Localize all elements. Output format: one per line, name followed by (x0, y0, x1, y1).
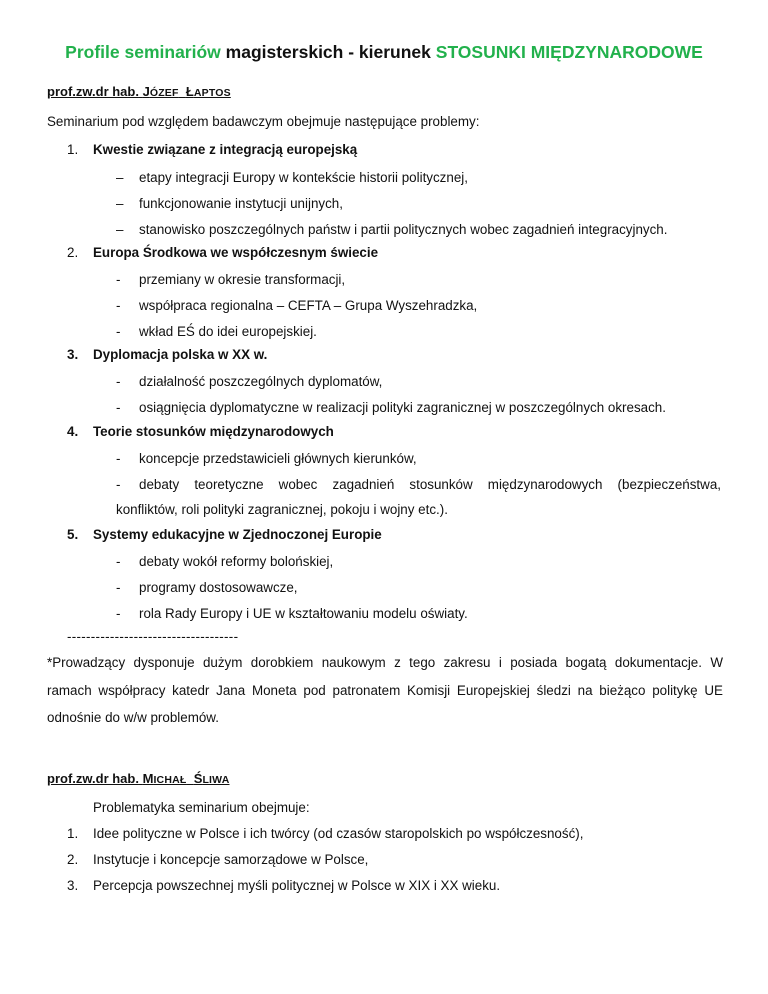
bullet-text: stanowisko poszczególnych państw i partii politycznych wobec zagadnień integracyjnych. (139, 222, 668, 237)
seminar-intro: Seminarium pod względem badawczym obejmuje następujące problemy: (47, 114, 480, 129)
dash-marker: – (116, 222, 124, 237)
bullet-text: etapy integracji Europy w kontekście historii politycznej, (139, 170, 468, 185)
item-number: 2. (67, 852, 79, 867)
topic-title: Kwestie związane z integracją europejską (93, 142, 358, 157)
note-line-1: *Prowadzący dysponuje dużym dorobkiem naukowym z tego zakresu i posiada bogatą dokumentacje. W (47, 655, 723, 670)
dash-marker: - (116, 324, 121, 339)
item-text: Instytucje i koncepcje samorządowe w Polsce, (93, 852, 369, 867)
bullet-text: przemiany w okresie transformacji, (139, 272, 346, 287)
heading-first-initial: J (142, 84, 150, 99)
dash-marker: - (116, 272, 121, 287)
topic-title: Teorie stosunków międzynarodowych (93, 424, 334, 439)
topic-number: 5. (67, 527, 79, 542)
bullet-text: osiągnięcia dyplomatyczne w realizacji polityki zagranicznej w poszczególnych okresach. (139, 400, 666, 415)
bullet-text: funkcjonowanie instytucji unijnych, (139, 196, 343, 211)
separator-line: ------------------------------------ (67, 629, 239, 644)
dash-marker: – (116, 196, 124, 211)
heading-last-rest: LIWA (202, 774, 230, 786)
dash-marker: - (116, 298, 121, 313)
heading-first-rest: ÓZEF (149, 87, 179, 99)
dash-marker: – (116, 170, 124, 185)
topic-title: Dyplomacja polska w XX w. (93, 347, 268, 362)
title-part3: STOSUNKI MIĘDZYNARODOWE (435, 42, 703, 62)
title-part1: Profile seminariów (65, 42, 221, 62)
bullet-text: koncepcje przedstawicieli głównych kierunków, (139, 451, 417, 466)
topic-number: 4. (67, 424, 79, 439)
dash-marker: - (116, 580, 121, 595)
heading-first-rest: ICHAŁ (153, 774, 187, 786)
professor-heading-sliwa (47, 771, 229, 786)
item-number: 1. (67, 826, 79, 841)
dash-marker: - (116, 477, 121, 492)
page-title (0, 42, 768, 63)
topic-number: 3. (67, 347, 79, 362)
seminar-intro: Problematyka seminarium obejmuje: (93, 800, 310, 815)
note-line-3: odnośnie do w/w problemów. (47, 710, 219, 725)
bullet-text: debaty wokół reformy bolońskiej, (139, 554, 334, 569)
title-part2: magisterskich - kierunek (225, 42, 431, 62)
item-text: Percepcja powszechnej myśli politycznej w Polsce w XIX i XX wieku. (93, 878, 501, 893)
professor-heading-laptos (47, 84, 231, 99)
dash-marker: - (116, 606, 121, 621)
note-line-2: ramach współpracy katedr Jana Moneta pod patronatem Komisji Europejskiej śledzi na bieżąco politykę UE (47, 683, 723, 698)
topic-title: Europa Środkowa we współczesnym świecie (93, 245, 379, 260)
topic-number: 1. (67, 142, 79, 157)
heading-last-initial: Ś (193, 771, 203, 786)
item-number: 3. (67, 878, 79, 893)
bullet-text: programy dostosowawcze, (139, 580, 298, 595)
dash-marker: - (116, 451, 121, 466)
heading-first-initial: M (142, 771, 154, 786)
bullet-text: debaty teoretyczne wobec zagadnień stosunków międzynarodowych (bezpieczeństwa, (139, 477, 721, 492)
dash-marker: - (116, 554, 121, 569)
topic-title: Systemy edukacyjne w Zjednoczonej Europie (93, 527, 382, 542)
topic-number: 2. (67, 245, 79, 260)
dash-marker: - (116, 374, 121, 389)
dash-marker: - (116, 400, 121, 415)
bullet-text: wkład EŚ do idei europejskiej. (139, 324, 317, 339)
bullet-text: współpraca regionalna – CEFTA – Grupa Wyszehradzka, (139, 298, 478, 313)
item-text: Idee polityczne w Polsce i ich twórcy (od czasów staropolskich po współczesność), (93, 826, 584, 841)
heading-prefix: prof.zw.dr hab. (47, 84, 139, 99)
bullet-text-continued: konfliktów, roli polityki zagranicznej, pokoju i wojny etc.). (116, 502, 448, 517)
heading-last-initial: Ł (185, 84, 194, 99)
bullet-text: działalność poszczególnych dyplomatów, (139, 374, 383, 389)
heading-prefix: prof.zw.dr hab. (47, 771, 139, 786)
heading-last-rest: APTOS (193, 87, 231, 99)
bullet-text: rola Rady Europy i UE w kształtowaniu modelu oświaty. (139, 606, 468, 621)
